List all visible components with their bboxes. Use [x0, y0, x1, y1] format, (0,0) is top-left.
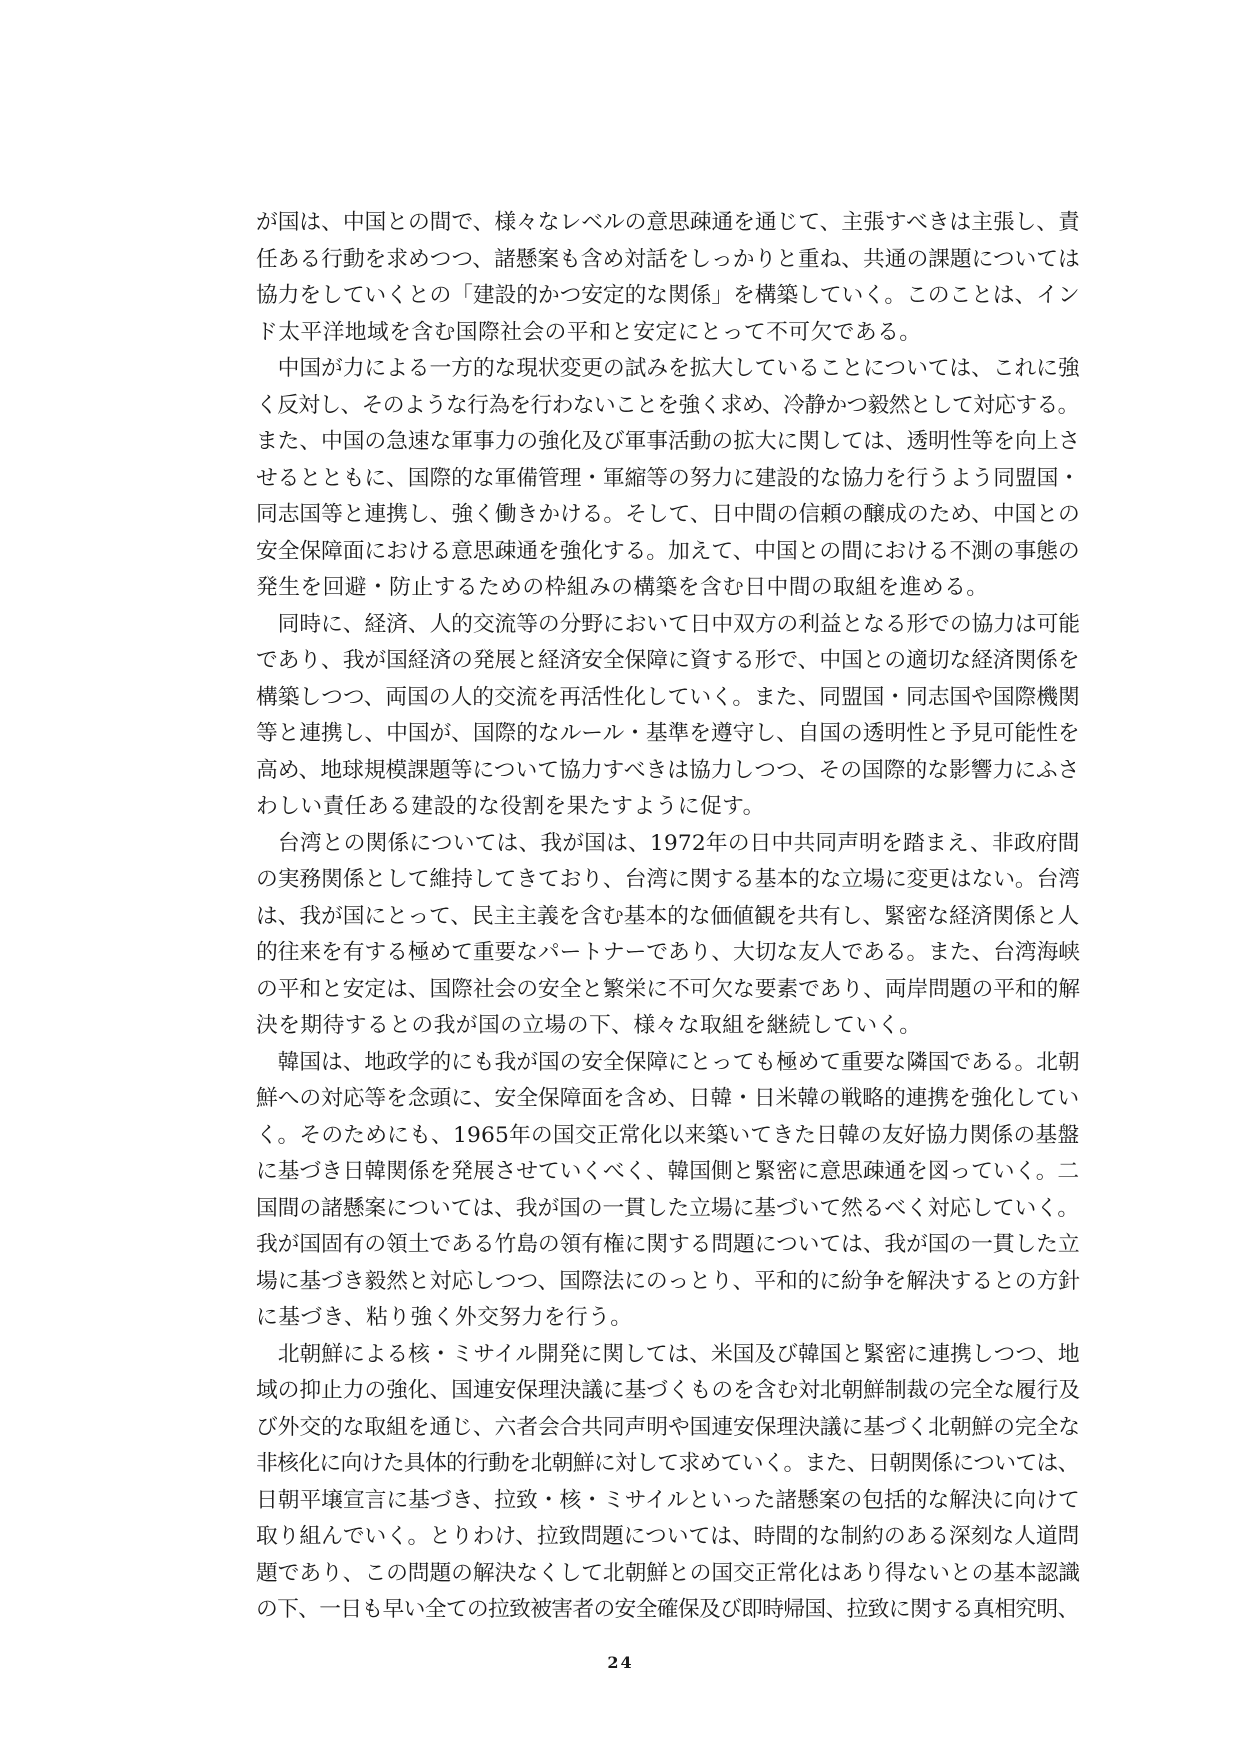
text-line: 同時に、経済、人的交流等の分野において日中双方の利益となる形での協力は可能 — [256, 611, 1080, 637]
text-line: の下、一日も早い全ての拉致被害者の安全確保及び即時帰国、拉致に関する真相究明、 — [256, 1597, 1079, 1622]
text-line: に基づき、粘り強く外交努力を行う。 — [256, 1305, 633, 1330]
text-line: 北朝鮮による核・ミサイル開発に関しては、米国及び韓国と緊密に連携しつつ、地 — [256, 1341, 1080, 1367]
text-line: 題であり、この問題の解決なくして北朝鮮との国交正常化はあり得ないとの基本認識 — [256, 1560, 1080, 1586]
text-line: の実務関係として維持してきており、台湾に関する基本的な立場に変更はない。台湾 — [256, 867, 1080, 892]
text-line: が国は、中国との間で、様々なレベルの意思疎通を通じて、主張すべきは主張し、責 — [256, 210, 1080, 235]
page-number: 24 — [607, 1653, 634, 1672]
text-line: 高め、地球規模課題等について協力すべきは協力しつつ、その国際的な影響力にふさ — [256, 757, 1080, 783]
text-line: 安全保障面における意思疎通を強化する。加えて、中国との間における不測の事態の — [256, 538, 1080, 564]
text-line: 韓国は、地政学的にも我が国の安全保障にとっても極めて重要な隣国である。北朝 — [256, 1049, 1080, 1075]
text-line: 発生を回避・防止するための枠組みの構築を含む日中間の取組を進める。 — [256, 575, 989, 600]
text-line: せるとともに、国際的な軍備管理・軍縮等の努力に建設的な協力を行うよう同盟国・ — [256, 465, 1080, 491]
text-line: く。そのためにも、1965年の国交正常化以来築いてきた日韓の友好協力関係の基盤 — [256, 1122, 1080, 1148]
text-line: 域の抑止力の強化、国連安保理決議に基づくものを含む対北朝鮮制裁の完全な履行及 — [256, 1378, 1080, 1403]
text-line: 中国が力による一方的な現状変更の試みを拡大していることについては、これに強 — [256, 356, 1080, 381]
text-line: 構築しつつ、両国の人的交流を再活性化していく。また、同盟国・同志国や国際機関 — [256, 684, 1080, 710]
text-line: び外交的な取組を通じ、六者会合共同声明や国連安保理決議に基づく北朝鮮の完全な — [256, 1414, 1080, 1440]
text-line: 非核化に向けた具体的行動を北朝鮮に対して求めていく。また、日朝関係については、 — [256, 1451, 1079, 1476]
text-line: 協力をしていくとの「建設的かつ安定的な関係」を構築していく。このことは、イン — [256, 283, 1080, 308]
text-line: 任ある行動を求めつつ、諸懸案も含め対話をしっかりと重ね、共通の課題については — [256, 246, 1080, 272]
text-line: また、中国の急速な軍事力の強化及び軍事活動の拡大に関しては、透明性等を向上さ — [256, 429, 1080, 454]
text-line: に基づき日韓関係を発展させていくべく、韓国側と緊密に意思疎通を図っていく。二 — [256, 1159, 1080, 1184]
body-text — [256, 205, 1080, 1629]
text-line: 我が国固有の領土である竹島の領有権に関する問題については、我が国の一貫した立 — [256, 1232, 1080, 1257]
text-line: であり、我が国経済の発展と経済安全保障に資する形で、中国との適切な経済関係を — [256, 648, 1080, 673]
text-line: 同志国等と連携し、強く働きかける。そして、日中間の信頼の醸成のため、中国との — [256, 502, 1080, 527]
text-line: 場に基づき毅然と対応しつつ、国際法にのっとり、平和的に紛争を解決するとの方針 — [256, 1268, 1080, 1294]
text-line: 等と連携し、中国が、国際的なルール・基準を遵守し、自国の透明性と予見可能性を — [256, 721, 1080, 746]
text-line: 台湾との関係については、我が国は、1972年の日中共同声明を踏まえ、非政府間 — [256, 830, 1080, 856]
text-line: ド太平洋地域を含む国際社会の平和と安定にとって不可欠である。 — [256, 319, 922, 345]
text-line: の平和と安定は、国際社会の安全と繁栄に不可欠な要素であり、両岸問題の平和的解 — [256, 976, 1080, 1002]
text-line: は、我が国にとって、民主主義を含む基本的な価値観を共有し、緊密な経済関係と人 — [256, 903, 1080, 929]
text-line: く反対し、そのような行為を行わないことを強く求め、冷静かつ毅然として対応する。 — [256, 392, 1079, 418]
text-line: わしい責任ある建設的な役割を果たすように促す。 — [256, 794, 765, 819]
text-line: 的往来を有する極めて重要なパートナーであり、大切な友人である。また、台湾海峡 — [256, 940, 1080, 965]
text-line: 国間の諸懸案については、我が国の一貫した立場に基づいて然るべく対応していく。 — [256, 1195, 1080, 1221]
text-line: 鮮への対応等を念頭に、安全保障面を含め、日韓・日米韓の戦略的連携を強化してい — [256, 1086, 1080, 1111]
text-line: 日朝平壌宣言に基づき、拉致・核・ミサイルといった諸懸案の包括的な解決に向けて — [256, 1487, 1080, 1513]
text-line: 取り組んでいく。とりわけ、拉致問題については、時間的な制約のある深刻な人道問 — [256, 1524, 1080, 1549]
text-line: 決を期待するとの我が国の立場の下、様々な取組を継続していく。 — [256, 1013, 922, 1038]
